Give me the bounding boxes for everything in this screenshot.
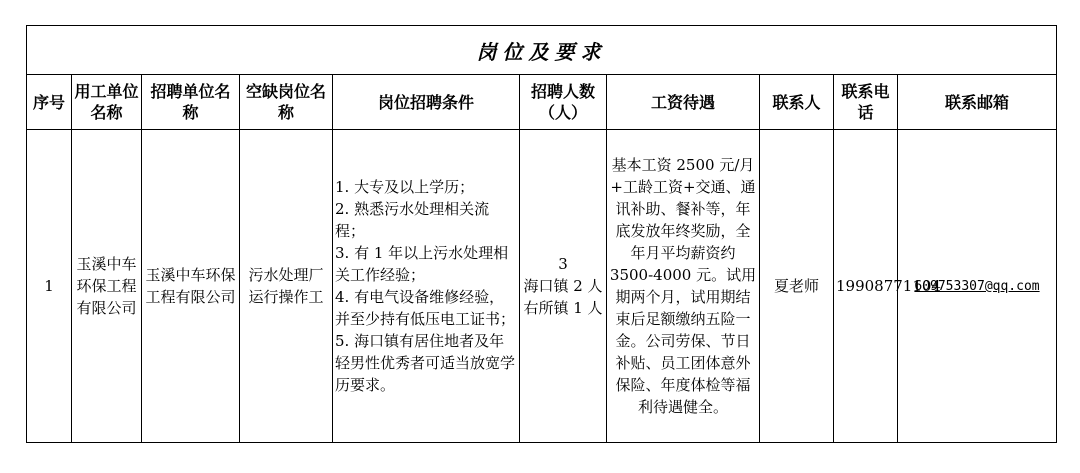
email-link[interactable]: 609753307@qq.com — [914, 279, 1040, 294]
header-salary: 工资待遇 — [607, 75, 760, 130]
header-employer: 用工单位名称 — [72, 75, 142, 130]
header-email: 联系邮箱 — [898, 75, 1057, 130]
header-unit: 招聘单位名称 — [142, 75, 240, 130]
cell-contact: 夏老师 — [760, 130, 834, 443]
cell-seq: 1 — [27, 130, 72, 443]
header-conditions: 岗位招聘条件 — [333, 75, 520, 130]
cell-email — [898, 130, 1057, 443]
header-contact: 联系人 — [760, 75, 834, 130]
cell-salary: 基本工资 2500 元/月+工龄工资+交通、通讯补助、餐补等，年底发放年终奖励，全年月平均薪资约 3500-4000 元。试用期两个月，试用期结束后足额缴纳五险一金。公司劳保、节日补贴、员工团体意外保险、年度体检等福利待遇健全。 — [607, 130, 760, 443]
job-requirements-table — [26, 25, 1057, 443]
header-row — [27, 75, 1057, 130]
cell-count — [520, 130, 607, 443]
cell-unit: 玉溪中车环保工程有限公司 — [142, 130, 240, 443]
condition-item: 1. 大专及以上学历； — [335, 178, 475, 196]
header-phone: 联系电话 — [834, 75, 898, 130]
count-haikou: 海口镇 2 人 — [523, 277, 603, 295]
cell-position: 污水处理厂运行操作工 — [240, 130, 333, 443]
condition-item: 3. 有 1 年以上污水处理相关工作经验； — [335, 244, 509, 284]
header-count: 招聘人数（人） — [520, 75, 607, 130]
header-position: 空缺岗位名称 — [240, 75, 333, 130]
cell-employer: 玉溪中车环保工程有限公司 — [72, 130, 142, 443]
cell-conditions — [333, 130, 520, 443]
condition-item: 5. 海口镇有居住地者及年轻男性优秀者可适当放宽学历要求。 — [335, 332, 516, 394]
count-yousuo: 右所镇 1 人 — [523, 299, 603, 317]
table-title: 岗位及要求 — [27, 26, 1057, 75]
table-row — [27, 130, 1057, 443]
job-table-container — [26, 25, 1056, 443]
cell-phone: 19908771104 — [834, 130, 898, 443]
title-row — [27, 26, 1057, 75]
condition-item: 4. 有电气设备维修经验，并至少持有低压电工证书； — [335, 288, 516, 328]
count-total: 3 — [558, 255, 568, 273]
condition-item: 2. 熟悉污水处理相关流程； — [335, 200, 490, 240]
header-seq: 序号 — [27, 75, 72, 130]
